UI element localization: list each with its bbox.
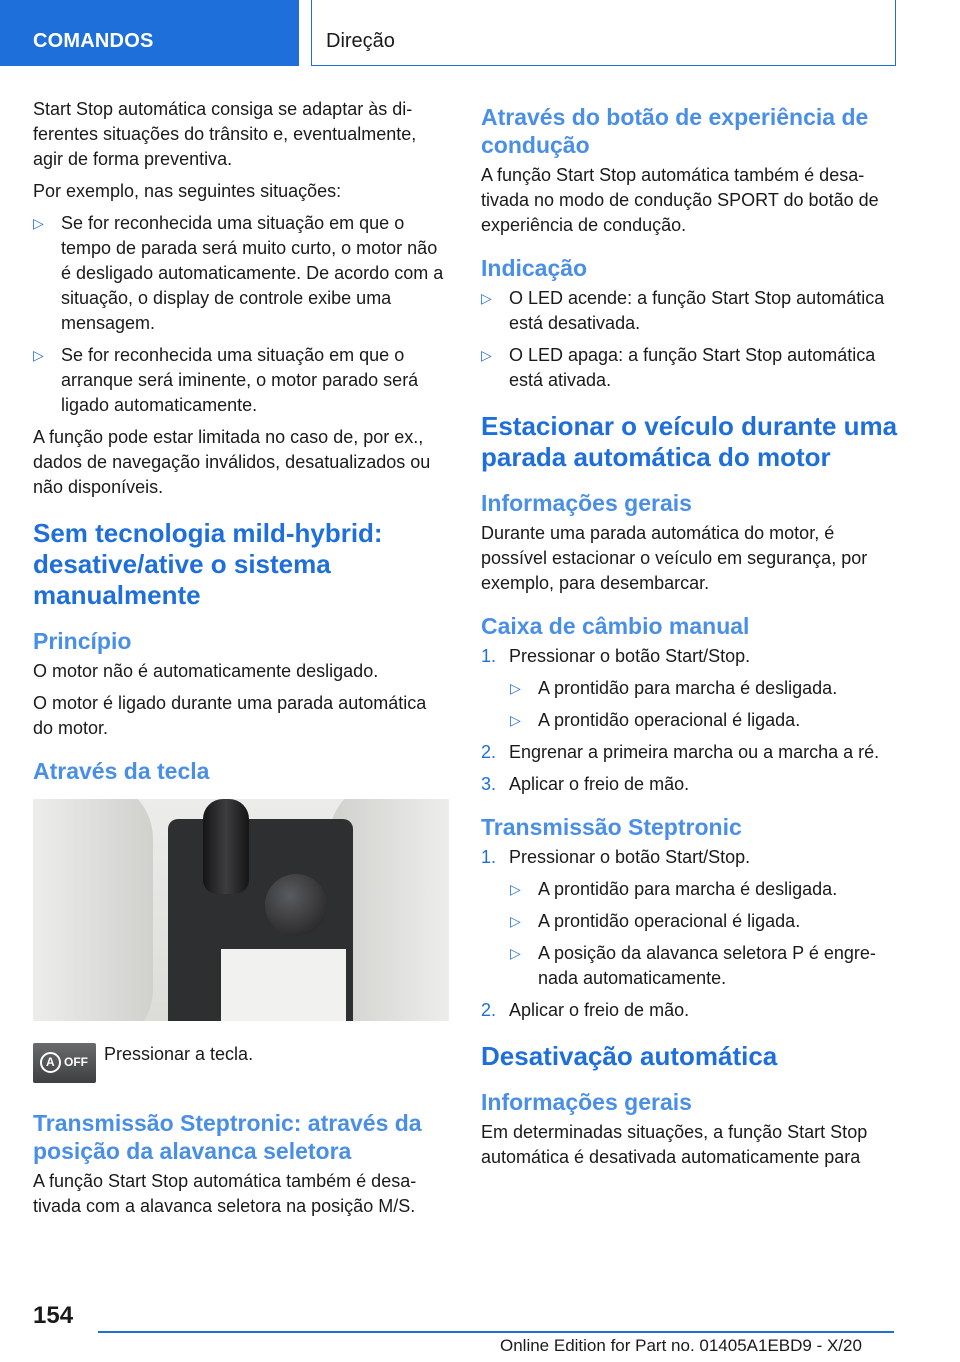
paragraph: A função Start Stop automática também é desativada no modo de condução SPORT do botão de experiência de condução. <box>481 165 879 235</box>
page-number: 154 <box>33 1302 74 1329</box>
paragraph: Em determinadas situações, a função Start Stop automática é desativada automaticamente para <box>481 1122 868 1167</box>
numbered-step: 1. Pressionar o botão Start/Stop. <box>481 646 751 666</box>
section-title: COMANDOS <box>33 30 154 52</box>
subsection-heading: Informações gerais <box>481 1089 692 1115</box>
subsection-heading: Caixa de câmbio manual <box>481 613 750 639</box>
list-item: ▷ A posição da alavanca seletora P é engrenada automaticamente. <box>510 943 876 988</box>
list-item: ▷ O LED apaga: a função Start Stop automática está ativada. <box>481 345 876 390</box>
triangle-right-icon: ▷ <box>33 215 44 231</box>
gear-lever <box>203 799 249 894</box>
triangle-right-icon: ▷ <box>481 347 492 363</box>
list-item: ▷ Se for reconhecida uma situação em que o tempo de parada será muito curto, o motor não é desligado automaticamente. De acordo com a situação, o display de controle exibe uma mensagem. <box>33 213 444 333</box>
list-item: ▷ A prontidão para marcha é desligada. <box>510 676 899 701</box>
triangle-right-icon: ▷ <box>33 347 44 363</box>
subsection-heading: Informações gerais <box>481 490 692 516</box>
list-item: ▷ A prontidão operacional é ligada. <box>510 708 899 733</box>
triangle-right-icon: ▷ <box>510 945 521 961</box>
right-column <box>481 97 899 1177</box>
left-column <box>33 97 449 1226</box>
triangle-right-icon: ▷ <box>510 881 521 897</box>
footer-divider <box>98 1331 894 1333</box>
section-heading: Estacionar o veículo durante uma parada automática do motor <box>481 411 898 472</box>
paragraph: O motor é ligado durante uma parada automática do motor. <box>33 693 427 738</box>
edition-note: Online Edition for Part no. 01405A1EBD9 - X/20 <box>500 1336 862 1355</box>
numbered-step: 3. Aplicar o freio de mão. <box>481 774 690 794</box>
subsection-heading: Indicação <box>481 255 588 281</box>
subsection-heading: Através do botão de experiência de condução <box>481 104 869 158</box>
numbered-step: 2. Engrenar a primeira marcha ou a marcha a ré. <box>481 742 880 762</box>
paragraph: Durante uma parada automática do motor, é possível estacionar o veículo em segurança, por exemplo, para desembarcar. <box>481 523 868 593</box>
paragraph: Pressionar a tecla. <box>104 1044 254 1064</box>
section-heading: Desativação automática <box>481 1041 778 1071</box>
list-item: ▷ A prontidão operacional é ligada. <box>510 909 899 934</box>
paragraph: Start Stop automática consiga se adaptar às diferentes situações do trânsito e, eventualmente, agir de forma preventiva. <box>33 99 417 169</box>
key-label: OFF <box>64 1055 88 1069</box>
chapter-title: Direção <box>326 30 395 52</box>
subsection-heading: Princípio <box>33 628 132 654</box>
subsection-heading: Através da tecla <box>33 758 210 784</box>
section-heading: Sem tecnologia mild-hybrid: desative/ative o sistema manualmente <box>33 518 383 610</box>
subsection-heading: Transmissão Steptronic: através da posição da alavanca seletora <box>33 1110 422 1164</box>
controller-knob <box>265 874 327 936</box>
triangle-right-icon: ▷ <box>510 913 521 929</box>
chapter-tab <box>311 0 896 66</box>
list-item: ▷ A prontidão para marcha é desligada. <box>510 877 899 902</box>
numbered-step: 1. Pressionar o botão Start/Stop. <box>481 847 751 867</box>
auto-start-stop-off-icon <box>33 1043 96 1083</box>
triangle-right-icon: ▷ <box>510 712 521 728</box>
key-instruction <box>33 1039 449 1079</box>
section-tab <box>0 0 299 66</box>
subsection-heading: Transmissão Steptronic <box>481 814 742 840</box>
paragraph: A função pode estar limitada no caso de, por ex., dados de navegação inválidos, desatualizados ou não disponíveis. <box>33 427 431 497</box>
paragraph: Por exemplo, nas seguintes situações: <box>33 181 342 201</box>
list-item: ▷ Se for reconhecida uma situação em que o arranque será iminente, o motor parado será ligado automaticamente. <box>33 345 419 415</box>
triangle-right-icon: ▷ <box>481 290 492 306</box>
paragraph: O motor não é automaticamente desligado. <box>33 661 379 681</box>
numbered-step: 2. Aplicar o freio de mão. <box>481 1000 690 1020</box>
list-item: ▷ O LED acende: a função Start Stop automática está desativada. <box>481 288 885 333</box>
triangle-right-icon: ▷ <box>510 680 521 696</box>
paragraph: A função Start Stop automática também é desativada com a alavanca seletora na posição M/S. <box>33 1171 417 1216</box>
gear-lever-console-photo <box>33 799 449 1021</box>
